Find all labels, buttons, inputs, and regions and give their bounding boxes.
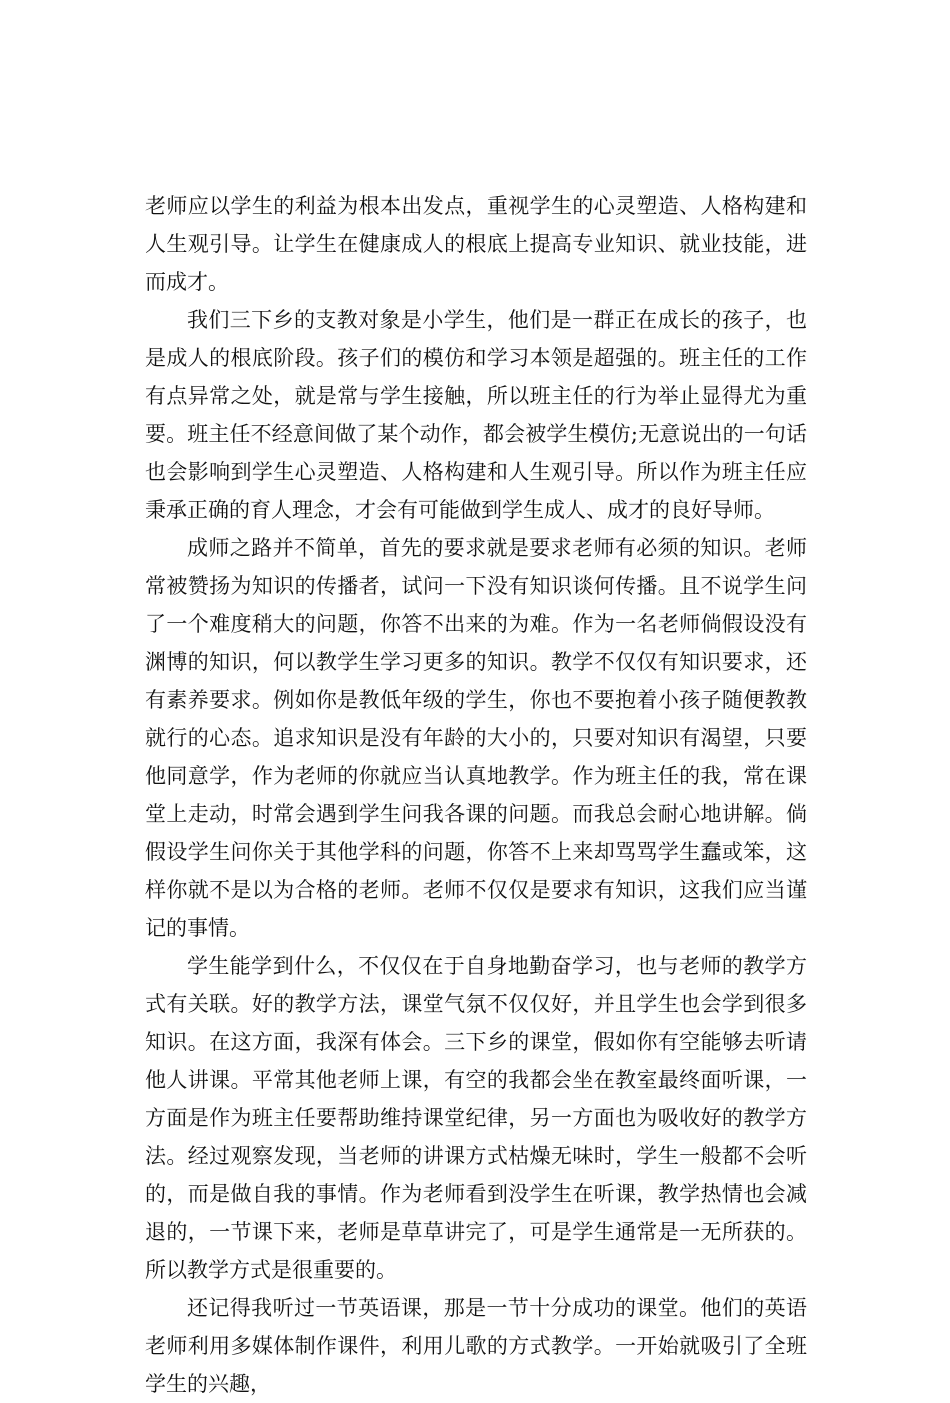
paragraph-support-teaching: 我们三下乡的支教对象是小学生，他们是一群正在成长的孩子，也是成人的根底阶段。孩子们的模仿和学习本领是超强的。班主任的工作有点异常之处，就是常与学生接触，所以班主任的行为举止显得尤为重要。班主任不经意间做了某个动作，都会被学生模仿;无意说出的一句话也会影响到学生心灵塑造、人格构建和人生观引导。所以作为班主任应秉承正确的育人理念，才会有可能做到学生成人、成才的良好导师。 <box>145 308 807 522</box>
paragraph-english-class: 还记得我听过一节英语课，那是一节十分成功的课堂。他们的英语老师利用多媒体制作课件，利用儿歌的方式教学。一开始就吸引了全班学生的兴趣， <box>145 1296 807 1396</box>
paragraph-teaching-method: 学生能学到什么，不仅仅在于自身地勤奋学习，也与老师的教学方式有关联。好的教学方法，课堂气氛不仅仅好，并且学生也会学到很多知识。在这方面，我深有体会。三下乡的课堂，假如你有空能够去听请他人讲课。平常其他老师上课，有空的我都会坐在教室最终面听课，一方面是作为班主任要帮助维持课堂纪律，另一方面也为吸收好的教学方法。经过观察发现，当老师的讲课方式枯燥无味时，学生一般都不会听的，而是做自我的事情。作为老师看到没学生在听课，教学热情也会减退的，一节课下来，老师是草草讲完了，可是学生通常是一无所获的。所以教学方式是很重要的。 <box>145 954 807 1282</box>
paragraph-continued: 老师应以学生的利益为根本出发点，重视学生的心灵塑造、人格构建和人生观引导。让学生在健康成人的根底上提高专业知识、就业技能，进而成才。 <box>145 194 807 294</box>
document-body <box>145 187 807 1403</box>
paragraph-teacher-knowledge: 成师之路并不简单，首先的要求就是要求老师有必须的知识。老师常被赞扬为知识的传播者，试问一下没有知识谈何传播。且不说学生问了一个难度稍大的问题，你答不出来的为难。作为一名老师倘假设没有渊博的知识，何以教学生学习更多的知识。教学不仅仅有知识要求，还有素养要求。例如你是教低年级的学生，你也不要抱着小孩子随便教教就行的心态。追求知识是没有年龄的大小的，只要对知识有渴望，只要他同意学，作为老师的你就应当认真地教学。作为班主任的我，常在课堂上走动，时常会遇到学生问我各课的问题。而我总会耐心地讲解。倘假设学生问你关于其他学科的问题，你答不上来却骂骂学生蠢或笨，这样你就不是以为合格的老师。老师不仅仅是要求有知识，这我们应当谨记的事情。 <box>145 536 807 940</box>
